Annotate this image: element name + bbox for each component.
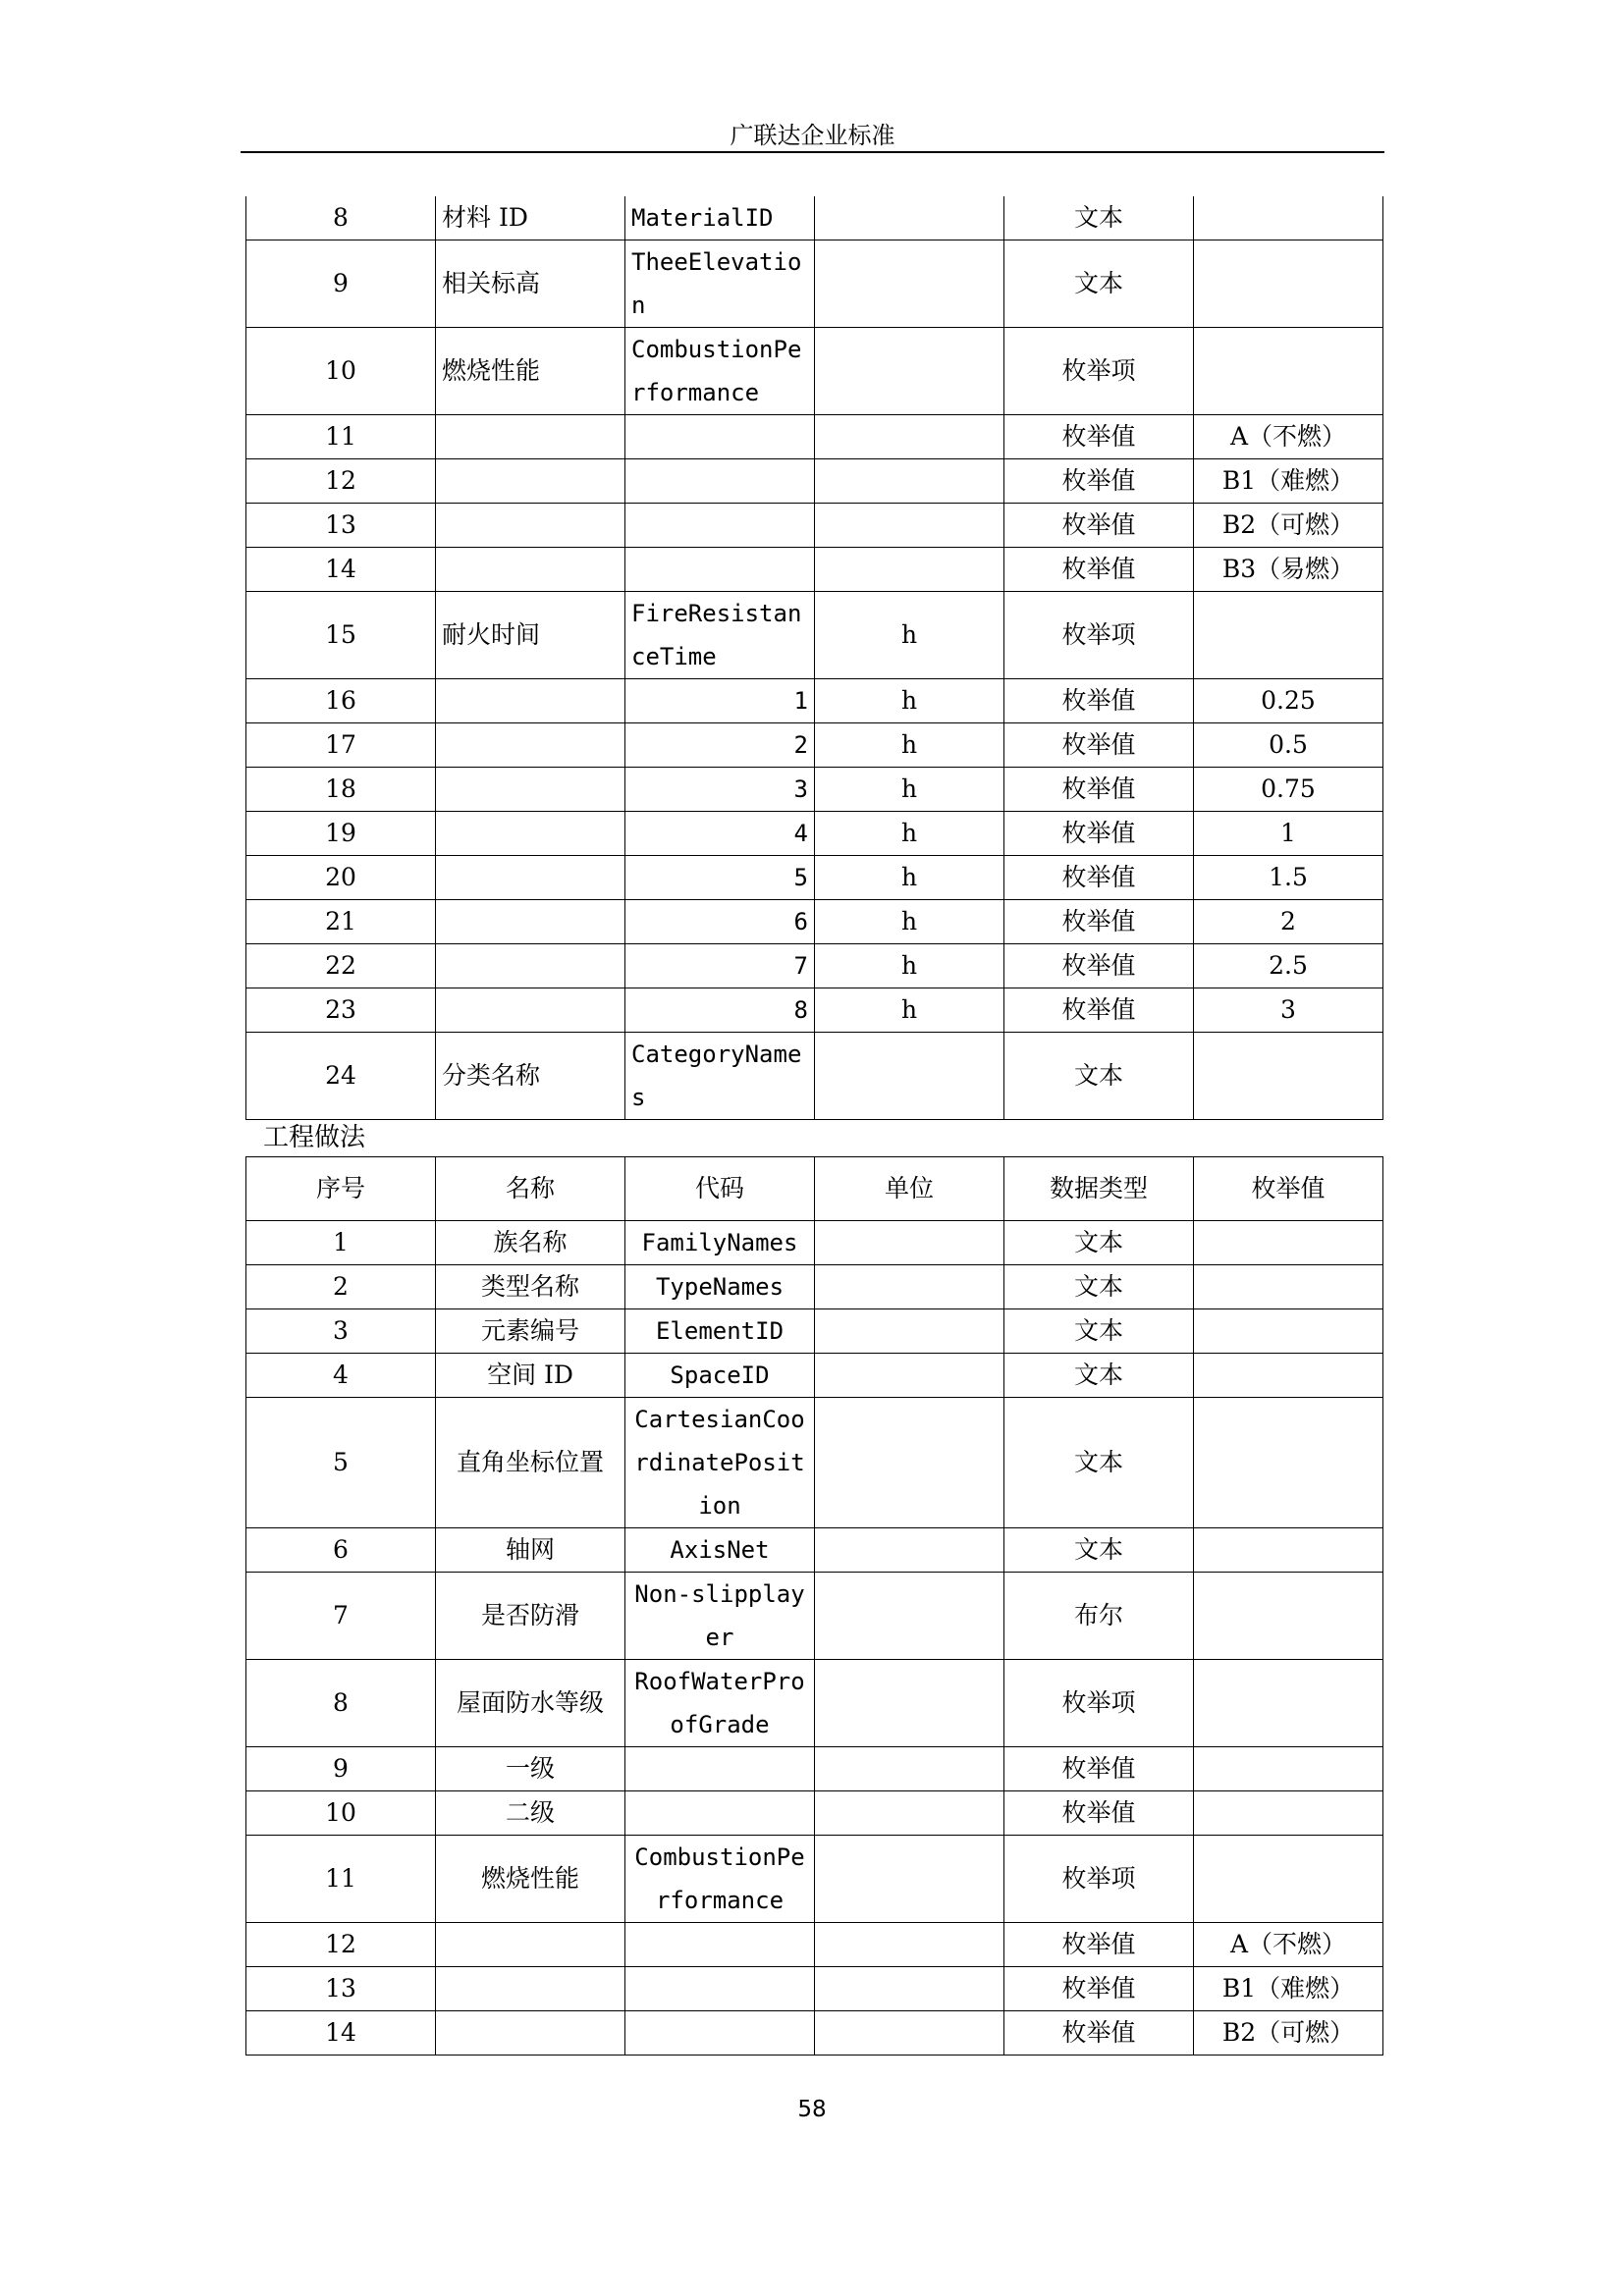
page-header: 广联达企业标准: [730, 122, 895, 149]
cell-code: 6: [625, 900, 815, 944]
cell-code: [625, 504, 815, 548]
cell-name: 耐火时间: [436, 592, 625, 679]
cell-unit: h: [815, 723, 1004, 768]
cell-type: 文本: [1004, 1309, 1194, 1354]
cell-type: 枚举值: [1004, 812, 1194, 856]
cell-value: [1194, 196, 1383, 240]
cell-name: [436, 723, 625, 768]
table-row: [246, 1265, 1383, 1309]
cell-code: [625, 2011, 815, 2056]
cell-type: 枚举值: [1004, 415, 1194, 459]
cell-code: 7: [625, 944, 815, 988]
cell-value: [1194, 1309, 1383, 1354]
cell-code: CombustionPerformance: [625, 1836, 815, 1923]
cell-unit: [815, 1398, 1004, 1528]
cell-unit: [815, 459, 1004, 504]
cell-no: 11: [246, 1836, 436, 1923]
cell-no: 12: [246, 1923, 436, 1967]
table-row: [246, 1747, 1383, 1791]
header-cell-name: 名称: [436, 1157, 625, 1221]
cell-unit: [815, 1265, 1004, 1309]
cell-unit: h: [815, 900, 1004, 944]
cell-type: 枚举值: [1004, 2011, 1194, 2056]
cell-code: CartesianCoordinatePosition: [625, 1398, 815, 1528]
cell-code: FireResistanceTime: [625, 592, 815, 679]
cell-name: [436, 548, 625, 592]
cell-unit: [815, 1033, 1004, 1120]
table-row: [246, 1660, 1383, 1747]
cell-type: 枚举值: [1004, 548, 1194, 592]
table-row: [246, 812, 1383, 856]
cell-no: 20: [246, 856, 436, 900]
table-row: [246, 504, 1383, 548]
cell-name: 元素编号: [436, 1309, 625, 1354]
cell-value: A（不燃）: [1194, 415, 1383, 459]
cell-value: [1194, 240, 1383, 328]
cell-value: A（不燃）: [1194, 1923, 1383, 1967]
cell-unit: [815, 1923, 1004, 1967]
header-cell-code: 代码: [625, 1157, 815, 1221]
header-cell-value: 枚举值: [1194, 1157, 1383, 1221]
cell-name: 材料 ID: [436, 196, 625, 240]
cell-code: RoofWaterProofGrade: [625, 1660, 815, 1747]
cell-type: 枚举值: [1004, 1747, 1194, 1791]
cell-name: 分类名称: [436, 1033, 625, 1120]
cell-name: 相关标高: [436, 240, 625, 328]
cell-value: [1194, 1836, 1383, 1923]
table-row: [246, 1573, 1383, 1660]
cell-value: [1194, 1398, 1383, 1528]
cell-name: 直角坐标位置: [436, 1398, 625, 1528]
cell-unit: [815, 196, 1004, 240]
cell-unit: [815, 1221, 1004, 1265]
cell-unit: [815, 2011, 1004, 2056]
cell-value: B2（可燃）: [1194, 504, 1383, 548]
cell-value: [1194, 1033, 1383, 1120]
cell-no: 10: [246, 328, 436, 415]
cell-unit: [815, 1309, 1004, 1354]
cell-name: 一级: [436, 1747, 625, 1791]
cell-code: [625, 459, 815, 504]
cell-code: TypeNames: [625, 1265, 815, 1309]
table-row: [246, 1923, 1383, 1967]
cell-code: [625, 1791, 815, 1836]
section-title: 工程做法: [263, 1123, 366, 1152]
cell-no: 23: [246, 988, 436, 1033]
cell-value: 3: [1194, 988, 1383, 1033]
cell-no: 8: [246, 196, 436, 240]
cell-no: 2: [246, 1265, 436, 1309]
attribute-table-continued: [245, 196, 1383, 1120]
cell-unit: [815, 1836, 1004, 1923]
cell-code: ElementID: [625, 1309, 815, 1354]
table-row: [246, 1221, 1383, 1265]
cell-type: 枚举值: [1004, 723, 1194, 768]
cell-name: [436, 768, 625, 812]
table-row: [246, 1398, 1383, 1528]
cell-value: [1194, 1221, 1383, 1265]
cell-name: 轴网: [436, 1528, 625, 1573]
cell-value: 1.5: [1194, 856, 1383, 900]
cell-no: 16: [246, 679, 436, 723]
cell-type: 枚举值: [1004, 679, 1194, 723]
cell-type: 枚举值: [1004, 988, 1194, 1033]
cell-value: B1（难燃）: [1194, 1967, 1383, 2011]
table-row: [246, 768, 1383, 812]
cell-unit: h: [815, 988, 1004, 1033]
cell-value: [1194, 1660, 1383, 1747]
cell-code: TheeElevation: [625, 240, 815, 328]
cell-no: 12: [246, 459, 436, 504]
table-row: [246, 2011, 1383, 2056]
cell-value: [1194, 1747, 1383, 1791]
cell-type: 文本: [1004, 1354, 1194, 1398]
cell-no: 3: [246, 1309, 436, 1354]
cell-type: 枚举值: [1004, 1791, 1194, 1836]
cell-code: Non-slipplayer: [625, 1573, 815, 1660]
cell-no: 22: [246, 944, 436, 988]
cell-name: [436, 2011, 625, 2056]
cell-type: 枚举值: [1004, 459, 1194, 504]
cell-code: 2: [625, 723, 815, 768]
cell-type: 文本: [1004, 1221, 1194, 1265]
cell-name: 是否防滑: [436, 1573, 625, 1660]
cell-name: 燃烧性能: [436, 328, 625, 415]
page-number: 58: [797, 2097, 827, 2122]
cell-value: [1194, 328, 1383, 415]
cell-unit: [815, 1573, 1004, 1660]
cell-unit: h: [815, 679, 1004, 723]
cell-type: 文本: [1004, 1398, 1194, 1528]
cell-no: 6: [246, 1528, 436, 1573]
cell-name: [436, 988, 625, 1033]
cell-type: 枚举值: [1004, 856, 1194, 900]
table-row: [246, 723, 1383, 768]
table-row: [246, 240, 1383, 328]
cell-unit: h: [815, 812, 1004, 856]
cell-code: 8: [625, 988, 815, 1033]
cell-name: [436, 459, 625, 504]
cell-code: CategoryNames: [625, 1033, 815, 1120]
cell-no: 17: [246, 723, 436, 768]
table-row: [246, 944, 1383, 988]
cell-name: [436, 900, 625, 944]
cell-unit: [815, 1660, 1004, 1747]
cell-unit: [815, 1747, 1004, 1791]
cell-code: [625, 415, 815, 459]
cell-no: 13: [246, 1967, 436, 2011]
table-row: [246, 548, 1383, 592]
cell-no: 13: [246, 504, 436, 548]
cell-no: 8: [246, 1660, 436, 1747]
cell-name: [436, 944, 625, 988]
cell-type: 文本: [1004, 240, 1194, 328]
cell-code: MaterialID: [625, 196, 815, 240]
cell-name: [436, 415, 625, 459]
cell-type: 枚举值: [1004, 504, 1194, 548]
cell-value: 0.25: [1194, 679, 1383, 723]
cell-type: 枚举值: [1004, 1923, 1194, 1967]
cell-code: SpaceID: [625, 1354, 815, 1398]
header-cell-type: 数据类型: [1004, 1157, 1194, 1221]
cell-name: [436, 504, 625, 548]
cell-no: 15: [246, 592, 436, 679]
cell-no: 14: [246, 2011, 436, 2056]
cell-name: 屋面防水等级: [436, 1660, 625, 1747]
header-cell-no: 序号: [246, 1157, 436, 1221]
cell-code: 5: [625, 856, 815, 900]
table-row: [246, 900, 1383, 944]
cell-code: 1: [625, 679, 815, 723]
table-row: [246, 1528, 1383, 1573]
cell-value: B1（难燃）: [1194, 459, 1383, 504]
cell-name: 二级: [436, 1791, 625, 1836]
cell-type: 文本: [1004, 1033, 1194, 1120]
cell-no: 18: [246, 768, 436, 812]
cell-type: 枚举项: [1004, 1836, 1194, 1923]
cell-value: 2: [1194, 900, 1383, 944]
cell-unit: [815, 548, 1004, 592]
cell-code: AxisNet: [625, 1528, 815, 1573]
cell-type: 文本: [1004, 1265, 1194, 1309]
cell-type: 枚举值: [1004, 900, 1194, 944]
cell-name: [436, 856, 625, 900]
cell-code: [625, 1747, 815, 1791]
cell-value: [1194, 1354, 1383, 1398]
table-row: [246, 856, 1383, 900]
cell-type: 枚举值: [1004, 944, 1194, 988]
cell-value: [1194, 1265, 1383, 1309]
engineering-method-table: [245, 1156, 1383, 2056]
cell-value: 2.5: [1194, 944, 1383, 988]
cell-unit: [815, 1354, 1004, 1398]
cell-name: [436, 812, 625, 856]
cell-type: 枚举项: [1004, 328, 1194, 415]
cell-value: 1: [1194, 812, 1383, 856]
table-header-row: [246, 1157, 1383, 1221]
cell-value: B2（可燃）: [1194, 2011, 1383, 2056]
table-row: [246, 1967, 1383, 2011]
cell-unit: h: [815, 768, 1004, 812]
cell-unit: [815, 1791, 1004, 1836]
cell-no: 21: [246, 900, 436, 944]
cell-unit: [815, 1528, 1004, 1573]
cell-unit: h: [815, 592, 1004, 679]
table-row: [246, 1033, 1383, 1120]
cell-code: CombustionPerformance: [625, 328, 815, 415]
cell-value: [1194, 1791, 1383, 1836]
header-rule: [241, 151, 1384, 153]
cell-unit: [815, 328, 1004, 415]
cell-code: [625, 548, 815, 592]
cell-value: 0.75: [1194, 768, 1383, 812]
cell-name: [436, 1923, 625, 1967]
cell-name: 类型名称: [436, 1265, 625, 1309]
cell-value: B3（易燃）: [1194, 548, 1383, 592]
cell-no: 11: [246, 415, 436, 459]
cell-no: 19: [246, 812, 436, 856]
cell-code: FamilyNames: [625, 1221, 815, 1265]
cell-type: 布尔: [1004, 1573, 1194, 1660]
cell-name: [436, 1967, 625, 2011]
cell-value: 0.5: [1194, 723, 1383, 768]
table-row: [246, 196, 1383, 240]
cell-code: 3: [625, 768, 815, 812]
cell-value: [1194, 1573, 1383, 1660]
table-row: [246, 328, 1383, 415]
cell-no: 5: [246, 1398, 436, 1528]
cell-unit: [815, 415, 1004, 459]
table-row: [246, 592, 1383, 679]
cell-no: 24: [246, 1033, 436, 1120]
cell-value: [1194, 592, 1383, 679]
cell-code: [625, 1967, 815, 2011]
cell-name: [436, 679, 625, 723]
table-row: [246, 679, 1383, 723]
cell-type: 枚举项: [1004, 1660, 1194, 1747]
cell-type: 文本: [1004, 196, 1194, 240]
table-row: [246, 1309, 1383, 1354]
cell-type: 文本: [1004, 1528, 1194, 1573]
cell-no: 4: [246, 1354, 436, 1398]
cell-code: [625, 1923, 815, 1967]
cell-type: 枚举值: [1004, 768, 1194, 812]
cell-name: 族名称: [436, 1221, 625, 1265]
cell-unit: [815, 504, 1004, 548]
cell-no: 10: [246, 1791, 436, 1836]
cell-unit: [815, 240, 1004, 328]
table-row: [246, 1791, 1383, 1836]
cell-no: 9: [246, 240, 436, 328]
cell-type: 枚举项: [1004, 592, 1194, 679]
cell-no: 14: [246, 548, 436, 592]
cell-type: 枚举值: [1004, 1967, 1194, 2011]
cell-name: 燃烧性能: [436, 1836, 625, 1923]
cell-name: 空间 ID: [436, 1354, 625, 1398]
table-row: [246, 1354, 1383, 1398]
table-row: [246, 459, 1383, 504]
table-row: [246, 415, 1383, 459]
cell-no: 1: [246, 1221, 436, 1265]
table-row: [246, 988, 1383, 1033]
header-cell-unit: 单位: [815, 1157, 1004, 1221]
table-row: [246, 1836, 1383, 1923]
cell-code: 4: [625, 812, 815, 856]
cell-value: [1194, 1528, 1383, 1573]
cell-unit: h: [815, 856, 1004, 900]
cell-unit: h: [815, 944, 1004, 988]
cell-unit: [815, 1967, 1004, 2011]
cell-no: 7: [246, 1573, 436, 1660]
cell-no: 9: [246, 1747, 436, 1791]
